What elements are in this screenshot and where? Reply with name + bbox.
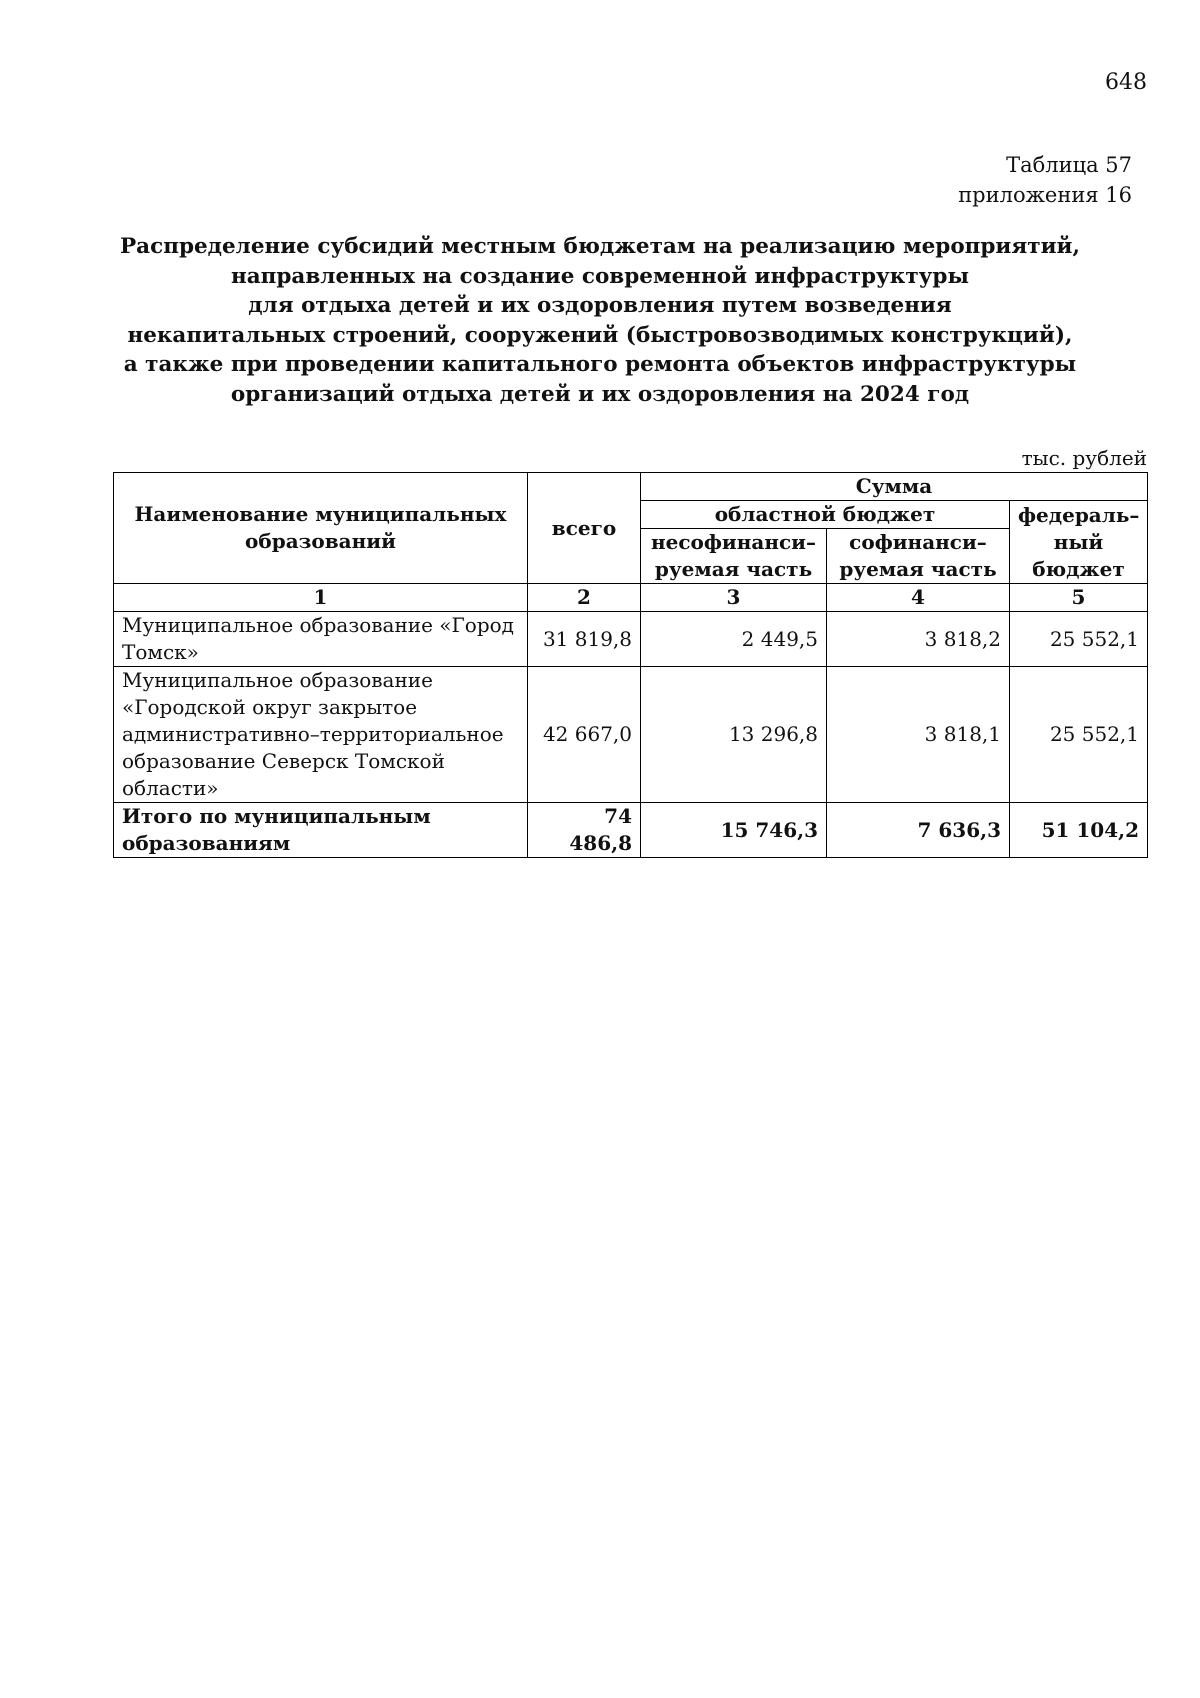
- page-number: 648: [1105, 70, 1147, 95]
- column-number: 1: [114, 584, 528, 612]
- cofinanced-value: 3 818,2: [827, 612, 1010, 667]
- federal-value: 25 552,1: [1010, 667, 1148, 803]
- header-noncofinanced: несофинанси–руемая часть: [641, 529, 827, 584]
- header-total: всего: [528, 473, 641, 584]
- municipality-name: Муниципальное образование «Город Томск»: [114, 612, 528, 667]
- total-value: 31 819,8: [528, 612, 641, 667]
- noncofinanced-value: 2 449,5: [641, 612, 827, 667]
- title-line: некапитальных строений, сооружений (быстровозводимых конструкций),: [127, 322, 1073, 348]
- total-value: 74 486,8: [528, 803, 641, 858]
- table-row: [114, 612, 1148, 667]
- federal-value: 25 552,1: [1010, 612, 1148, 667]
- title-line: организаций отдыха детей и их оздоровления на 2024 год: [230, 381, 970, 407]
- total-label: Итого по муниципальным образованиям: [114, 803, 528, 858]
- header-cofinanced: софинанси–руемая часть: [827, 529, 1010, 584]
- document-title: [100, 232, 1100, 409]
- header-row: [114, 473, 1148, 501]
- subsidy-table: [113, 472, 1148, 858]
- total-value: 42 667,0: [528, 667, 641, 803]
- total-row: [114, 803, 1148, 858]
- table-number: Таблица 57: [1006, 153, 1132, 177]
- column-number: 4: [827, 584, 1010, 612]
- municipality-name: Муниципальное образование «Городской округ закрытое административно–территориальное образование Северск Томской области»: [114, 667, 528, 803]
- column-number: 5: [1010, 584, 1148, 612]
- title-line: для отдыха детей и их оздоровления путем возведения: [248, 293, 952, 318]
- units-label: тыс. рублей: [1021, 446, 1147, 470]
- column-number-row: [114, 584, 1148, 612]
- title-line: направленных на создание современной инфраструктуры: [230, 263, 969, 289]
- header-sum: Сумма: [641, 473, 1148, 501]
- cofinanced-value: 7 636,3: [827, 803, 1010, 858]
- title-line: а также при проведении капитального ремонта объектов инфраструктуры: [123, 352, 1077, 377]
- title-line: Распределение субсидий местным бюджетам на реализацию мероприятий,: [120, 234, 1080, 259]
- header-regional-budget: областной бюджет: [641, 501, 1010, 529]
- appendix-number: приложения 16: [958, 183, 1132, 207]
- table-row: [114, 667, 1148, 803]
- noncofinanced-value: 13 296,8: [641, 667, 827, 803]
- column-number: 2: [528, 584, 641, 612]
- cofinanced-value: 3 818,1: [827, 667, 1010, 803]
- column-number: 3: [641, 584, 827, 612]
- federal-value: 51 104,2: [1010, 803, 1148, 858]
- header-federal-budget: федераль–ный бюджет: [1010, 501, 1148, 584]
- noncofinanced-value: 15 746,3: [641, 803, 827, 858]
- table-reference: [958, 150, 1132, 210]
- header-name: Наименование муниципальных образований: [114, 473, 528, 584]
